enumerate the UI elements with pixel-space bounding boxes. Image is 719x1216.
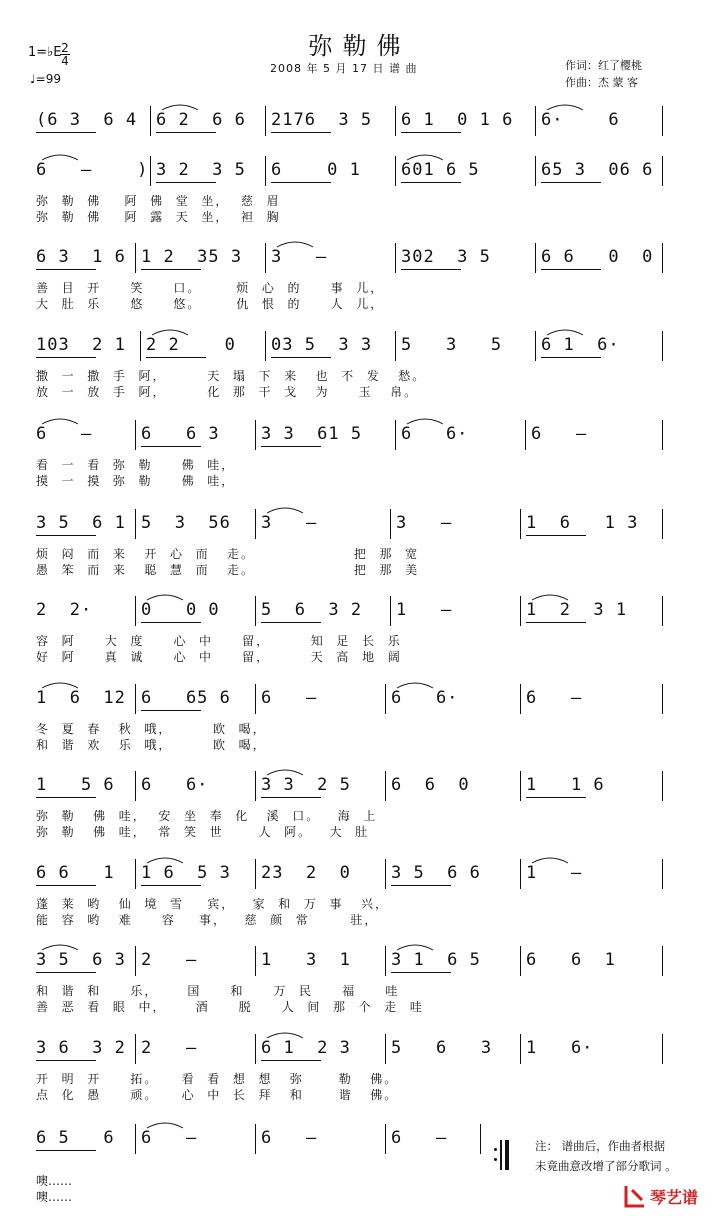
beam-line: [36, 535, 96, 536]
score-system: [0, 150, 719, 230]
beam-line: [401, 132, 461, 133]
barline: [520, 596, 521, 626]
measure-notes: 03 5 3 3: [271, 335, 373, 355]
beam-line: [401, 269, 461, 270]
lyric-line-2: 弥 勒 佛 阿 露 天 坐， 袒 胸: [36, 210, 281, 224]
measure-notes: 6 1 0 1 6: [401, 110, 514, 130]
barline: [255, 420, 256, 450]
barline: [135, 946, 136, 976]
measure-notes: 23 2 0: [261, 863, 351, 883]
barline: [135, 859, 136, 889]
lyricist-credit: 作词：红了樱桃: [565, 59, 642, 72]
slur-mark: [275, 237, 385, 249]
barline: [265, 243, 266, 273]
beam-line: [156, 132, 216, 133]
beam-line: [36, 885, 96, 886]
barline: [662, 420, 663, 450]
score-system: [0, 414, 719, 494]
barline: [395, 243, 396, 273]
measure-notes: 6 65 6: [141, 688, 231, 708]
barline: [535, 106, 536, 136]
lyric-line-1: 弥 勒 佛 哇， 安 坐 奉 化 溪 口。 海 上: [36, 809, 378, 823]
barline: [385, 859, 386, 889]
measure-notes: 6 6 3: [141, 424, 220, 444]
barline: [535, 331, 536, 361]
beam-line: [141, 446, 201, 447]
barline: [255, 771, 256, 801]
lyric-line-2: 摸 一 摸 弥 勒 佛 哇，: [36, 474, 236, 488]
barline: [535, 156, 536, 186]
measure-notes: 1 –: [526, 863, 583, 883]
barline: [255, 1034, 256, 1064]
barline: [135, 771, 136, 801]
barline: [525, 420, 526, 450]
slur-mark: [265, 503, 380, 515]
barline: [255, 859, 256, 889]
barline: [265, 331, 266, 361]
ooh-lyric-1: 噢……: [36, 1174, 73, 1188]
barline: [662, 684, 663, 714]
slur-mark: [145, 1118, 245, 1130]
beam-line: [36, 972, 96, 973]
measure-notes: 6 6·: [401, 424, 469, 444]
measure-notes: 6 6 0: [391, 775, 470, 795]
measure-notes: (6 3 6 4: [36, 110, 138, 130]
measure-notes: 6 6 0 0: [541, 247, 654, 267]
slur-mark: [145, 853, 245, 865]
measure-notes: 2 –: [141, 950, 198, 970]
meter-top: 2: [61, 41, 69, 55]
measure-notes: 6 –: [526, 688, 583, 708]
measure-notes: 1 2 35 3: [141, 247, 243, 267]
lyric-line-2: 善 恶 看 眼 中， 酒 脱 人 间 那 个 走 哇: [36, 1000, 424, 1014]
score-system: [0, 940, 719, 1020]
measure-notes: 5 3 56: [141, 513, 231, 533]
score-system: [0, 678, 719, 758]
barline: [255, 684, 256, 714]
measure-notes: 1 6 1 3: [526, 513, 639, 533]
barline: [662, 156, 663, 186]
barline: [662, 946, 663, 976]
measure-notes: 65 3 06 6: [541, 160, 654, 180]
lyric-line-1: 看 一 看 弥 勒 佛 哇，: [36, 458, 236, 472]
slur-mark: [160, 100, 255, 112]
lyric-line-1: 烦 闷 而 来 开 心 而 走。 把 那 宽: [36, 547, 420, 561]
barline: [662, 106, 663, 136]
score-system: [0, 765, 719, 845]
measure-notes: 6 6 1: [36, 863, 115, 883]
beam-line: [36, 1150, 96, 1151]
lyric-line-2: 大 肚 乐 悠 悠。 仇 恨 的 人 儿，: [36, 297, 385, 311]
measure-notes: 1 6 5 3: [141, 863, 231, 883]
measure-notes: 1 6 12: [36, 688, 126, 708]
beam-line: [271, 132, 331, 133]
measure-notes: 6 3 1 6: [36, 247, 126, 267]
measure-notes: 2176 3 5: [271, 110, 373, 130]
barline: [520, 684, 521, 714]
measure-notes: 6 –: [261, 1128, 318, 1148]
measure-notes: 6 1 2 3: [261, 1038, 351, 1058]
lyric-line-2: 弥 勒 佛 哇， 常 笑 世 人 阿。 大 肚: [36, 825, 370, 839]
measure-notes: 1 6·: [526, 1038, 594, 1058]
score-system: [0, 503, 719, 583]
barline: [135, 684, 136, 714]
barline: [520, 1034, 521, 1064]
barline: [135, 596, 136, 626]
song-title: 弥勒佛: [308, 32, 411, 60]
lyric-line-1: 开 明 开 拓。 看 看 想 想 弥 勒 佛。: [36, 1072, 399, 1086]
measure-notes: 6 6·: [141, 775, 209, 795]
measure-notes: 6 –: [36, 424, 93, 444]
beam-line: [36, 357, 96, 358]
measure-notes: 5 6 3: [391, 1038, 493, 1058]
score-system: [0, 1028, 719, 1108]
measure-notes: 2 2 0: [146, 335, 236, 355]
lyric-line-2: 和 谐 欢 乐 哦， 欧 喝，: [36, 738, 267, 752]
barline: [662, 1034, 663, 1064]
beam-line: [261, 1060, 321, 1061]
barline: [520, 946, 521, 976]
measure-notes: 6 6·: [391, 688, 459, 708]
slur-mark: [545, 100, 652, 112]
beam-line: [36, 797, 96, 798]
barline: [385, 946, 386, 976]
measure-notes: 3 –: [271, 247, 328, 267]
slur-mark: [265, 1028, 375, 1040]
beam-line: [401, 182, 461, 183]
beam-line: [541, 357, 601, 358]
beam-line: [141, 710, 201, 711]
barline: [385, 1124, 386, 1154]
lyric-line-2: 能 容 哟 难 容 事， 慈 颜 常 驻，: [36, 913, 379, 927]
lyric-line-1: 冬 夏 春 秋 哦， 欧 喝，: [36, 722, 267, 736]
lyric-line-1: 撒 一 撒 手 阿， 天 塌 下 来 也 不 发 愁。: [36, 369, 427, 383]
measure-notes: 6 2 6 6: [156, 110, 246, 130]
barline: [662, 509, 663, 539]
lyric-line-2: 点 化 愚 顽。 心 中 长 拜 和 谐 佛。: [36, 1088, 399, 1102]
measure-notes: 302 3 5: [401, 247, 491, 267]
beam-line: [141, 269, 201, 270]
barline: [520, 859, 521, 889]
measure-notes: 6 – ): [36, 160, 149, 180]
barline: [395, 420, 396, 450]
barline: [662, 331, 663, 361]
beam-line: [526, 535, 586, 536]
lyric-line-1: 和 谐 和 乐， 国 和 万 民 福 哇: [36, 984, 400, 998]
measure-notes: 6 –: [391, 1128, 448, 1148]
beam-line: [261, 446, 321, 447]
measure-notes: 3 6 3 2: [36, 1038, 126, 1058]
barline: [480, 1124, 481, 1154]
barline: [662, 859, 663, 889]
slur-mark: [40, 678, 125, 690]
slur-mark: [395, 678, 510, 690]
measure-notes: 103 2 1: [36, 335, 126, 355]
barline: [520, 771, 521, 801]
slur-mark: [405, 414, 515, 426]
measure-notes: 3 3 2 5: [261, 775, 351, 795]
barline: [385, 684, 386, 714]
slur-mark: [40, 940, 125, 952]
slur-mark: [405, 150, 525, 162]
measure-notes: 6 –: [261, 688, 318, 708]
measure-notes: 6 0 1: [271, 160, 361, 180]
barline: [385, 1034, 386, 1064]
measure-notes: 1 1 6: [526, 775, 605, 795]
barline: [662, 243, 663, 273]
measure-notes: 2 2·: [36, 600, 93, 620]
beam-line: [541, 182, 601, 183]
barline: [395, 156, 396, 186]
barline: [140, 331, 141, 361]
measure-notes: 0 0 0: [141, 600, 220, 620]
barline: [520, 509, 521, 539]
measure-notes: 6 6 1: [526, 950, 616, 970]
note-label: 注：: [535, 1139, 558, 1153]
meter-bottom: 4: [61, 54, 69, 68]
measure-notes: 3 2 3 5: [156, 160, 246, 180]
measure-notes: 3 1 6 5: [391, 950, 481, 970]
measure-notes: 6· 6: [541, 110, 620, 130]
measure-notes: 3 3 61 5: [261, 424, 363, 444]
lyric-line-1: 弥 勒 佛 阿 佛 堂 坐， 慈 眉: [36, 194, 281, 208]
beam-line: [146, 357, 206, 358]
barline: [150, 106, 151, 136]
barline: [395, 106, 396, 136]
measure-notes: 6 5 6: [36, 1128, 115, 1148]
barline: [135, 1124, 136, 1154]
measure-notes: 3 –: [396, 513, 453, 533]
barline: [135, 1034, 136, 1064]
beam-line: [36, 269, 96, 270]
measure-notes: 3 –: [261, 513, 318, 533]
beam-line: [261, 797, 321, 798]
lyric-line-1: 善 目 开 笑 口。 烦 心 的 事 儿，: [36, 281, 385, 295]
beam-line: [526, 797, 586, 798]
measure-notes: 1 3 1: [261, 950, 351, 970]
measure-notes: 5 6 3 2: [261, 600, 363, 620]
barline: [265, 156, 266, 186]
measure-notes: 1 –: [396, 600, 453, 620]
lyric-line-1: 容 阿 大 度 心 中 留， 知 足 长 乐: [36, 634, 402, 648]
lyric-line-1: 蓬 莱 哟 仙 境 雪 宾， 家 和 万 事 兴，: [36, 897, 389, 911]
barline: [662, 596, 663, 626]
footer-note: [535, 1136, 677, 1176]
measure-notes: 1 5 6: [36, 775, 115, 795]
slur-mark: [545, 325, 652, 337]
beam-line: [271, 357, 331, 358]
beam-line: [36, 1060, 96, 1061]
barline: [135, 243, 136, 273]
slur-mark: [265, 765, 375, 777]
beam-line: [271, 182, 331, 183]
composition-date: 2008 年 5 月 17 日 谱 曲: [270, 62, 418, 75]
measure-notes: 5 3 5: [401, 335, 503, 355]
beam-line: [141, 885, 201, 886]
slur-mark: [145, 590, 245, 602]
barline: [535, 243, 536, 273]
barline: [385, 771, 386, 801]
beam-line: [391, 885, 451, 886]
lyric-line-2: 好 阿 真 诚 心 中 留， 天 高 地 阔: [36, 650, 402, 664]
barline: [390, 509, 391, 539]
barline: [255, 596, 256, 626]
note-line-2: 未竟曲意改增了部分歌词 。: [535, 1159, 677, 1173]
measure-notes: 601 6 5: [401, 160, 480, 180]
barline: [135, 509, 136, 539]
barline: [150, 156, 151, 186]
score-system: [0, 325, 719, 405]
beam-line: [526, 622, 586, 623]
score-system: [0, 590, 719, 670]
barline: [662, 771, 663, 801]
measure-notes: 3 5 6 6: [391, 863, 481, 883]
note-line-1: 谱曲后，作曲者根据: [561, 1139, 666, 1153]
measure-notes: 6 –: [141, 1128, 198, 1148]
measure-notes: 6 1 6·: [541, 335, 620, 355]
beam-line: [541, 269, 601, 270]
slur-mark: [530, 853, 652, 865]
beam-line: [141, 622, 201, 623]
barline: [255, 946, 256, 976]
slur-mark: [395, 940, 510, 952]
barline: [265, 106, 266, 136]
beam-line: [391, 972, 451, 973]
score-system: [0, 237, 719, 317]
barline: [395, 331, 396, 361]
measure-notes: 2 –: [141, 1038, 198, 1058]
beam-line: [261, 622, 321, 623]
site-logo-text: 琴艺谱: [650, 1188, 699, 1207]
barline: [255, 1124, 256, 1154]
measure-notes: 3 5 6 3: [36, 950, 126, 970]
slur-mark: [530, 590, 652, 602]
ooh-lyric-2: 噢……: [36, 1190, 73, 1204]
slur-mark: [40, 414, 125, 426]
score-system: [0, 853, 719, 933]
slur-mark: [40, 150, 140, 162]
lyric-line-2: 愚 笨 而 来 聪 慧 而 走。 把 那 美: [36, 563, 420, 577]
slur-mark: [150, 325, 255, 337]
key-signature: 1=♭E: [28, 45, 62, 60]
measure-notes: 1 2 3 1: [526, 600, 628, 620]
tempo-marking: ♩=99: [30, 72, 61, 86]
beam-line: [156, 182, 216, 183]
lyric-line-2: 放 一 放 手 阿， 化 那 干 戈 为 玉 帛。: [36, 385, 419, 399]
measure-notes: 3 5 6 1: [36, 513, 126, 533]
barline: [135, 420, 136, 450]
measure-notes: 6 –: [531, 424, 588, 444]
barline: [255, 509, 256, 539]
composer-credit: 作曲：杰 蒙 客: [565, 76, 638, 89]
barline: [390, 596, 391, 626]
beam-line: [36, 132, 96, 133]
